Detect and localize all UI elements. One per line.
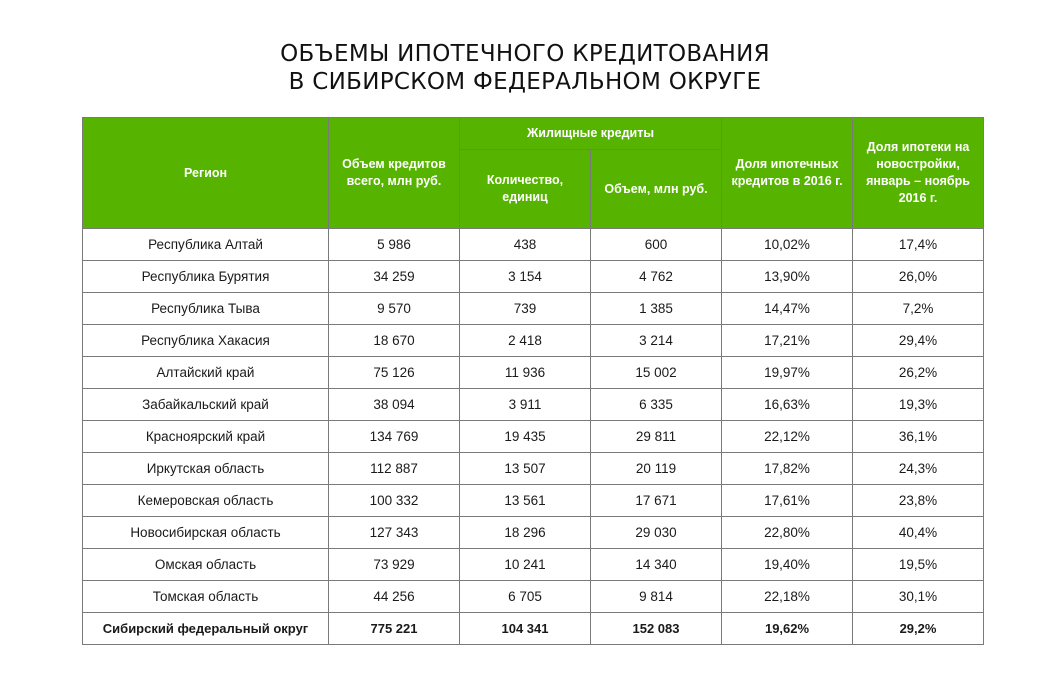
cell-newbuild-share: 19,3% [853,389,984,421]
cell-total-volume: 38 094 [329,389,460,421]
cell-newbuild-share: 7,2% [853,293,984,325]
cell-mortgage-share: 10,02% [722,229,853,261]
table-row [83,549,984,581]
cell-region: Республика Хакасия [83,325,329,357]
cell-total-volume: 75 126 [329,357,460,389]
cell-count: 13 561 [460,485,591,517]
cell-region: Новосибирская область [83,517,329,549]
table-header [83,118,984,229]
cell-count: 19 435 [460,421,591,453]
cell-total-volume: 18 670 [329,325,460,357]
cell-volume: 29 030 [591,517,722,549]
cell-volume: 4 762 [591,261,722,293]
table-row [83,293,984,325]
cell-total-volume: 73 929 [329,549,460,581]
table-row [83,581,984,613]
cell-region: Томская область [83,581,329,613]
cell-newbuild-share: 36,1% [853,421,984,453]
table-row [83,517,984,549]
page-title-line-1: ОБЪЕМЫ ИПОТЕЧНОГО КРЕДИТОВАНИЯ [280,41,770,67]
cell-newbuild-share: 23,8% [853,485,984,517]
cell-volume: 6 335 [591,389,722,421]
cell-newbuild-share: 17,4% [853,229,984,261]
total-cell-region: Сибирский федеральный округ [83,613,329,645]
cell-total-volume: 127 343 [329,517,460,549]
cell-count: 11 936 [460,357,591,389]
cell-region: Иркутская область [83,453,329,485]
cell-newbuild-share: 40,4% [853,517,984,549]
cell-region: Омская область [83,549,329,581]
cell-volume: 14 340 [591,549,722,581]
header-newbuild-share: Доля ипотеки на новостройки, январь – ноябрь 2016 г. [853,118,984,229]
mortgage-table [82,117,984,645]
header-total-volume: Объем кредитов всего, млн руб. [329,118,460,229]
cell-mortgage-share: 17,21% [722,325,853,357]
cell-mortgage-share: 19,40% [722,549,853,581]
cell-volume: 20 119 [591,453,722,485]
cell-region: Кемеровская область [83,485,329,517]
total-cell-volume: 152 083 [591,613,722,645]
cell-count: 739 [460,293,591,325]
cell-volume: 3 214 [591,325,722,357]
table-row [83,325,984,357]
table-row [83,357,984,389]
header-count: Количество, единиц [460,150,591,229]
page-title [0,40,1050,96]
cell-volume: 9 814 [591,581,722,613]
table-row [83,485,984,517]
cell-count: 2 418 [460,325,591,357]
cell-volume: 1 385 [591,293,722,325]
cell-mortgage-share: 22,18% [722,581,853,613]
cell-total-volume: 112 887 [329,453,460,485]
cell-total-volume: 100 332 [329,485,460,517]
cell-region: Алтайский край [83,357,329,389]
cell-total-volume: 9 570 [329,293,460,325]
table-row [83,261,984,293]
cell-mortgage-share: 22,12% [722,421,853,453]
cell-count: 3 154 [460,261,591,293]
cell-newbuild-share: 26,2% [853,357,984,389]
cell-volume: 600 [591,229,722,261]
cell-mortgage-share: 17,82% [722,453,853,485]
table-row [83,453,984,485]
cell-mortgage-share: 19,97% [722,357,853,389]
cell-total-volume: 134 769 [329,421,460,453]
cell-total-volume: 5 986 [329,229,460,261]
header-housing-group: Жилищные кредиты [460,118,722,150]
cell-count: 18 296 [460,517,591,549]
cell-volume: 17 671 [591,485,722,517]
cell-region: Республика Тыва [83,293,329,325]
cell-mortgage-share: 13,90% [722,261,853,293]
cell-mortgage-share: 16,63% [722,389,853,421]
cell-region: Забайкальский край [83,389,329,421]
cell-total-volume: 34 259 [329,261,460,293]
cell-count: 438 [460,229,591,261]
cell-region: Красноярский край [83,421,329,453]
cell-newbuild-share: 30,1% [853,581,984,613]
cell-newbuild-share: 26,0% [853,261,984,293]
cell-mortgage-share: 22,80% [722,517,853,549]
total-cell-total-volume: 775 221 [329,613,460,645]
table-total-row [83,613,984,645]
cell-newbuild-share: 29,4% [853,325,984,357]
cell-mortgage-share: 14,47% [722,293,853,325]
cell-total-volume: 44 256 [329,581,460,613]
cell-newbuild-share: 24,3% [853,453,984,485]
cell-count: 13 507 [460,453,591,485]
cell-mortgage-share: 17,61% [722,485,853,517]
cell-volume: 29 811 [591,421,722,453]
cell-newbuild-share: 19,5% [853,549,984,581]
total-cell-newbuild-share: 29,2% [853,613,984,645]
cell-count: 10 241 [460,549,591,581]
cell-count: 3 911 [460,389,591,421]
table-row [83,229,984,261]
header-volume: Объем, млн руб. [591,150,722,229]
cell-region: Республика Алтай [83,229,329,261]
total-cell-count: 104 341 [460,613,591,645]
header-mortgage-share: Доля ипотечных кредитов в 2016 г. [722,118,853,229]
table-row [83,421,984,453]
cell-count: 6 705 [460,581,591,613]
table-body [83,229,984,645]
cell-volume: 15 002 [591,357,722,389]
page-title-line-2: В СИБИРСКОМ ФЕДЕРАЛЬНОМ ОКРУГЕ [288,69,762,95]
cell-region: Республика Бурятия [83,261,329,293]
header-region: Регион [83,118,329,229]
table-row [83,389,984,421]
total-cell-mortgage-share: 19,62% [722,613,853,645]
